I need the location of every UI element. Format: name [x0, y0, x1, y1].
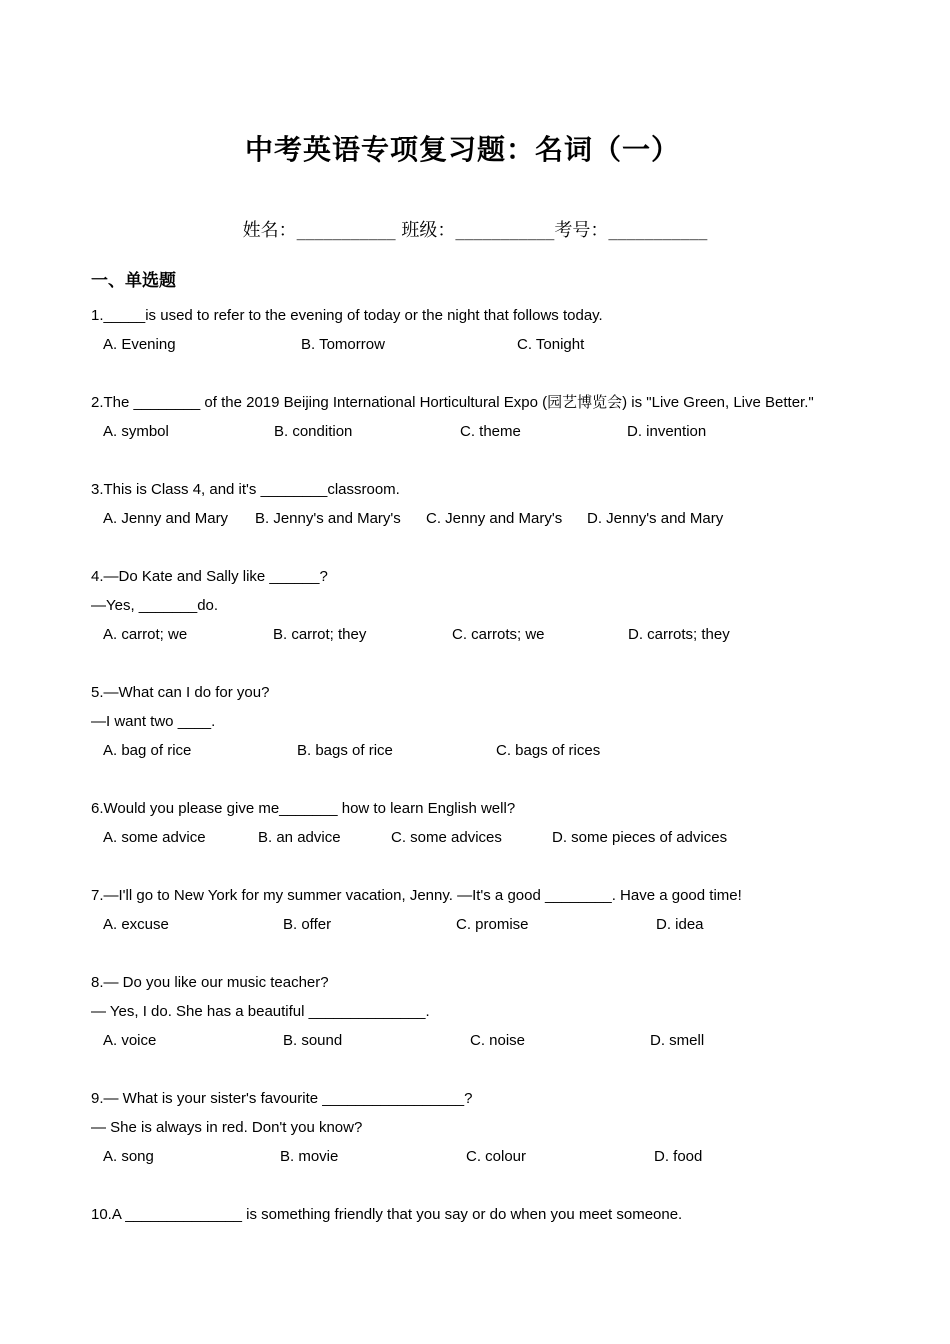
- question-9: [91, 1084, 911, 1171]
- option-d[interactable]: D. idea: [656, 916, 704, 933]
- option-a[interactable]: A. Jenny and Mary: [103, 510, 229, 527]
- question-text: — She is always in red. Don't you know?: [91, 1119, 363, 1136]
- option-c[interactable]: C. promise: [456, 916, 529, 933]
- question-7: [91, 881, 911, 939]
- question-text: —I want two ____.: [91, 713, 216, 730]
- option-c[interactable]: C. theme: [460, 423, 521, 440]
- options-row: [91, 823, 911, 852]
- question-text: 7.—I'll go to New York for my summer vacation, Jenny. —It's a good ________. Have a good time!: [91, 887, 742, 904]
- student-info-line: 姓名：___________ 班级：___________考号：___________: [242, 220, 708, 241]
- question-text: 5.—What can I do for you?: [91, 684, 270, 701]
- option-d[interactable]: D. smell: [650, 1032, 705, 1049]
- question-3: [91, 475, 911, 533]
- option-c[interactable]: C. colour: [466, 1148, 527, 1165]
- options-row: [91, 417, 911, 446]
- option-d[interactable]: D. some pieces of advices: [552, 829, 728, 846]
- question-4: [91, 562, 911, 649]
- option-c[interactable]: C. Tonight: [517, 336, 585, 353]
- question-text: — Yes, I do. She has a beautiful ______________.: [91, 1003, 430, 1020]
- options-row: [91, 620, 911, 649]
- option-c[interactable]: C. carrots; we: [452, 626, 545, 643]
- option-b[interactable]: B. offer: [283, 916, 332, 933]
- option-c[interactable]: C. some advices: [391, 829, 502, 846]
- options-row: [91, 1142, 911, 1171]
- question-text: 6.Would you please give me_______ how to learn English well?: [91, 800, 516, 817]
- question-text: 3.This is Class 4, and it's ________classroom.: [91, 481, 400, 498]
- option-a[interactable]: A. Evening: [103, 336, 176, 353]
- option-a[interactable]: A. symbol: [103, 423, 169, 440]
- option-c[interactable]: C. noise: [470, 1032, 526, 1049]
- question-6: [91, 794, 911, 852]
- option-a[interactable]: A. carrot; we: [103, 626, 188, 643]
- options-row: [91, 910, 911, 939]
- question-8: [91, 968, 911, 1055]
- option-b[interactable]: B. sound: [283, 1032, 343, 1049]
- option-d[interactable]: D. Jenny's and Mary: [587, 510, 724, 527]
- question-text: 9.— What is your sister's favourite _________________?: [91, 1090, 473, 1107]
- option-a[interactable]: A. some advice: [103, 829, 206, 846]
- option-d[interactable]: D. invention: [627, 423, 707, 440]
- option-a[interactable]: A. song: [103, 1148, 154, 1165]
- option-b[interactable]: B. Tomorrow: [301, 336, 385, 353]
- question-5: [91, 678, 911, 765]
- question-2: [91, 388, 911, 446]
- question-1: [91, 301, 911, 359]
- options-row: [91, 736, 911, 765]
- question-text: 10.A ______________ is something friendly that you say or do when you meet someone.: [91, 1206, 683, 1223]
- option-b[interactable]: B. carrot; they: [273, 626, 367, 643]
- question-text: —Yes, _______do.: [91, 597, 219, 614]
- option-b[interactable]: B. Jenny's and Mary's: [255, 510, 401, 527]
- question-text: 1._____is used to refer to the evening of today or the night that follows today.: [91, 307, 603, 324]
- option-b[interactable]: B. condition: [274, 423, 353, 440]
- section-heading: 一、单选题: [91, 271, 176, 291]
- option-d[interactable]: D. food: [654, 1148, 703, 1165]
- option-d[interactable]: D. carrots; they: [628, 626, 730, 643]
- question-10: [91, 1200, 911, 1229]
- option-c[interactable]: C. bags of rices: [496, 742, 601, 759]
- options-row: [91, 330, 911, 359]
- question-text: 8.— Do you like our music teacher?: [91, 974, 329, 991]
- option-a[interactable]: A. excuse: [103, 916, 169, 933]
- option-b[interactable]: B. bags of rice: [297, 742, 393, 759]
- question-text: 2.The ________ of the 2019 Beijing International Horticultural Expo (园艺博览会) is "Live Green, Live Better.": [91, 394, 814, 411]
- question-text: 4.—Do Kate and Sally like ______?: [91, 568, 328, 585]
- options-row: [91, 1026, 911, 1055]
- page-title: 中考英语专项复习题：名词（一）: [244, 133, 680, 166]
- option-b[interactable]: B. movie: [280, 1148, 339, 1165]
- option-c[interactable]: C. Jenny and Mary's: [426, 510, 563, 527]
- option-a[interactable]: A. bag of rice: [103, 742, 192, 759]
- option-a[interactable]: A. voice: [103, 1032, 157, 1049]
- option-b[interactable]: B. an advice: [258, 829, 341, 846]
- options-row: [91, 504, 911, 533]
